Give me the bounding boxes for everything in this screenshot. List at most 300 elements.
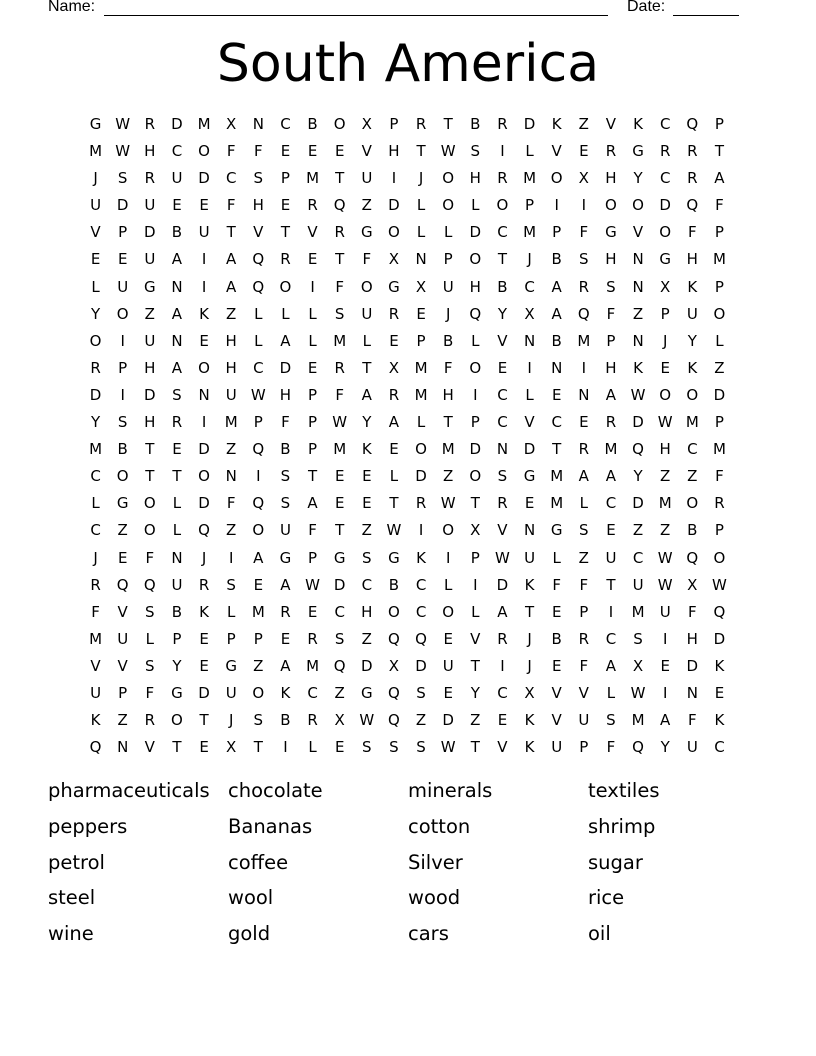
grid-cell[interactable]: E <box>443 683 453 702</box>
grid-cell[interactable]: W <box>657 548 673 567</box>
grid-cell[interactable]: U <box>225 385 237 404</box>
grid-cell[interactable]: U <box>578 711 590 730</box>
grid-cell[interactable]: Z <box>226 304 237 323</box>
grid-cell[interactable]: H <box>144 142 156 161</box>
grid-cell[interactable]: C <box>280 115 291 133</box>
grid-cell[interactable]: R <box>307 629 318 648</box>
grid-cell[interactable]: C <box>605 494 617 513</box>
grid-cell[interactable]: A <box>361 385 372 404</box>
grid-cell[interactable]: L <box>308 304 317 323</box>
grid-cell[interactable]: U <box>225 683 237 702</box>
grid-cell[interactable]: P <box>308 413 318 432</box>
grid-cell[interactable]: I <box>662 683 668 702</box>
grid-cell[interactable]: I <box>473 385 478 404</box>
grid-cell[interactable]: U <box>524 548 536 567</box>
grid-cell[interactable]: U <box>144 196 156 215</box>
grid-cell[interactable]: T <box>552 440 562 459</box>
grid-cell[interactable]: S <box>145 656 155 675</box>
grid-cell[interactable]: R <box>198 575 210 594</box>
grid-cell[interactable]: E <box>606 521 616 540</box>
grid-cell[interactable]: A <box>578 467 589 486</box>
grid-cell[interactable]: F <box>579 223 589 242</box>
grid-cell[interactable]: K <box>551 115 562 133</box>
grid-cell[interactable]: T <box>470 494 480 513</box>
grid-cell[interactable]: P <box>118 223 128 242</box>
grid-cell[interactable]: U <box>144 250 156 269</box>
grid-cell[interactable]: E <box>199 629 209 648</box>
grid-cell[interactable]: R <box>578 440 590 459</box>
grid-cell[interactable]: Z <box>226 521 237 540</box>
grid-cell[interactable]: M <box>631 711 645 730</box>
grid-cell[interactable]: D <box>523 440 536 459</box>
grid-cell[interactable]: S <box>606 277 616 296</box>
grid-cell[interactable]: Q <box>632 440 644 459</box>
grid-cell[interactable]: L <box>362 331 371 350</box>
grid-cell[interactable]: A <box>388 413 400 432</box>
grid-cell[interactable]: I <box>662 629 668 648</box>
grid-cell[interactable]: S <box>334 304 345 323</box>
grid-cell[interactable]: O <box>713 548 726 567</box>
grid-cell[interactable]: C <box>687 440 698 459</box>
grid-cell[interactable]: O <box>442 521 455 540</box>
grid-cell[interactable]: M <box>197 115 211 133</box>
grid-cell[interactable]: G <box>388 548 400 567</box>
grid-cell[interactable]: D <box>144 223 156 242</box>
grid-cell[interactable]: F <box>91 602 100 621</box>
grid-cell[interactable]: V <box>551 711 562 730</box>
grid-cell[interactable]: R <box>90 575 101 594</box>
grid-cell[interactable]: C <box>497 223 508 242</box>
grid-cell[interactable]: D <box>469 440 482 459</box>
grid-cell[interactable]: O <box>442 602 455 621</box>
grid-cell[interactable]: N <box>551 358 563 377</box>
grid-cell[interactable]: M <box>306 656 320 675</box>
grid-cell[interactable]: R <box>334 223 345 242</box>
grid-cell[interactable]: E <box>389 331 399 350</box>
grid-cell[interactable]: L <box>91 277 100 296</box>
grid-cell[interactable]: G <box>659 250 671 269</box>
grid-cell[interactable]: V <box>551 142 562 161</box>
grid-cell[interactable]: F <box>226 196 236 215</box>
grid-cell[interactable]: Q <box>116 575 129 594</box>
grid-cell[interactable]: Z <box>470 711 481 730</box>
grid-cell[interactable]: F <box>253 142 263 161</box>
grid-cell[interactable]: S <box>117 169 128 188</box>
grid-cell[interactable]: W <box>440 142 456 161</box>
grid-cell[interactable]: N <box>117 738 129 757</box>
grid-cell[interactable]: W <box>332 413 348 432</box>
grid-cell[interactable]: S <box>633 629 643 648</box>
grid-cell[interactable]: H <box>605 250 617 269</box>
grid-cell[interactable]: R <box>334 358 345 377</box>
grid-cell[interactable]: M <box>414 358 428 377</box>
grid-cell[interactable]: T <box>416 142 426 161</box>
grid-cell[interactable]: T <box>145 440 155 459</box>
grid-cell[interactable]: B <box>388 575 400 594</box>
grid-cell[interactable]: G <box>279 548 292 567</box>
grid-cell[interactable]: S <box>416 683 426 702</box>
grid-cell[interactable]: N <box>578 385 590 404</box>
grid-cell[interactable]: D <box>198 683 210 702</box>
grid-cell[interactable]: S <box>416 738 426 757</box>
grid-cell[interactable]: E <box>199 738 209 757</box>
grid-cell[interactable]: E <box>334 142 345 161</box>
grid-cell[interactable]: V <box>497 331 508 350</box>
grid-cell[interactable]: E <box>280 629 291 648</box>
grid-cell[interactable]: S <box>579 250 589 269</box>
grid-cell[interactable]: P <box>660 304 670 323</box>
grid-cell[interactable]: R <box>90 358 101 377</box>
grid-cell[interactable]: C <box>551 413 562 432</box>
grid-cell[interactable]: P <box>714 115 724 133</box>
grid-cell[interactable]: F <box>226 142 236 161</box>
grid-cell[interactable]: U <box>361 169 373 188</box>
grid-cell[interactable]: Z <box>443 467 454 486</box>
grid-cell[interactable]: F <box>443 358 453 377</box>
grid-cell[interactable]: P <box>308 548 318 567</box>
grid-cell[interactable]: E <box>172 440 182 459</box>
grid-cell[interactable]: Q <box>252 277 265 296</box>
grid-cell[interactable]: A <box>280 331 291 350</box>
grid-cell[interactable]: T <box>470 656 480 675</box>
grid-cell[interactable]: X <box>660 277 671 296</box>
grid-cell[interactable]: K <box>199 602 209 621</box>
grid-cell[interactable]: M <box>333 440 347 459</box>
grid-cell[interactable]: L <box>715 331 724 350</box>
grid-cell[interactable]: V <box>497 521 508 540</box>
grid-cell[interactable]: E <box>199 656 209 675</box>
grid-cell[interactable]: X <box>226 115 237 133</box>
grid-cell[interactable]: O <box>442 169 455 188</box>
grid-cell[interactable]: P <box>470 413 480 432</box>
grid-cell[interactable]: P <box>118 683 128 702</box>
grid-cell[interactable]: P <box>606 331 616 350</box>
grid-cell[interactable]: Y <box>362 413 372 432</box>
grid-cell[interactable]: M <box>523 169 537 188</box>
grid-cell[interactable]: C <box>90 467 101 486</box>
grid-cell[interactable]: D <box>442 711 454 730</box>
grid-cell[interactable]: O <box>252 521 265 540</box>
grid-cell[interactable]: F <box>606 304 616 323</box>
grid-cell[interactable]: S <box>280 494 291 513</box>
grid-cell[interactable]: Z <box>144 304 155 323</box>
grid-cell[interactable]: C <box>253 358 264 377</box>
grid-cell[interactable]: V <box>144 738 155 757</box>
grid-cell[interactable]: N <box>171 331 183 350</box>
grid-cell[interactable]: D <box>361 656 373 675</box>
grid-cell[interactable]: I <box>500 142 505 161</box>
grid-cell[interactable]: F <box>579 656 589 675</box>
grid-cell[interactable]: L <box>416 196 426 215</box>
grid-cell[interactable]: C <box>307 683 318 702</box>
grid-cell[interactable]: K <box>280 683 291 702</box>
grid-cell[interactable]: N <box>415 250 427 269</box>
grid-cell[interactable]: H <box>659 440 671 459</box>
grid-cell[interactable]: W <box>440 494 456 513</box>
grid-cell[interactable]: C <box>497 385 508 404</box>
grid-cell[interactable]: F <box>552 575 561 594</box>
grid-cell[interactable]: R <box>388 304 400 323</box>
grid-cell[interactable]: U <box>117 629 129 648</box>
grid-cell[interactable]: T <box>307 467 318 486</box>
grid-cell[interactable]: F <box>579 575 589 594</box>
grid-cell[interactable]: O <box>659 223 672 242</box>
grid-cell[interactable]: E <box>280 196 291 215</box>
grid-cell[interactable]: J <box>93 548 98 567</box>
grid-cell[interactable]: E <box>497 358 508 377</box>
grid-cell[interactable]: O <box>116 304 129 323</box>
grid-cell[interactable]: V <box>117 656 128 675</box>
grid-cell[interactable]: E <box>172 196 182 215</box>
grid-cell[interactable]: D <box>686 656 699 675</box>
grid-cell[interactable]: O <box>388 602 400 621</box>
grid-cell[interactable]: N <box>686 683 698 702</box>
grid-cell[interactable]: D <box>469 223 482 242</box>
grid-cell[interactable]: J <box>201 548 207 567</box>
grid-cell[interactable]: K <box>687 277 698 296</box>
grid-cell[interactable]: O <box>143 494 156 513</box>
grid-cell[interactable]: P <box>470 548 480 567</box>
grid-cell[interactable]: V <box>524 413 535 432</box>
grid-cell[interactable]: B <box>443 331 454 350</box>
grid-cell[interactable]: Y <box>90 304 101 323</box>
grid-cell[interactable]: I <box>500 656 505 675</box>
grid-cell[interactable]: P <box>714 413 724 432</box>
grid-cell[interactable]: Y <box>633 169 643 188</box>
grid-cell[interactable]: G <box>605 223 617 242</box>
grid-cell[interactable]: T <box>497 250 508 269</box>
grid-cell[interactable]: E <box>579 413 589 432</box>
grid-cell[interactable]: B <box>551 250 562 269</box>
grid-cell[interactable]: P <box>389 115 399 133</box>
grid-cell[interactable]: H <box>605 169 617 188</box>
grid-cell[interactable]: E <box>307 602 318 621</box>
grid-cell[interactable]: T <box>335 169 345 188</box>
grid-cell[interactable]: O <box>116 467 129 486</box>
grid-cell[interactable]: H <box>469 169 481 188</box>
grid-cell[interactable]: B <box>307 115 318 133</box>
grid-cell[interactable]: R <box>687 142 698 161</box>
grid-cell[interactable]: X <box>415 277 427 296</box>
grid-cell[interactable]: E <box>90 250 101 269</box>
grid-cell[interactable]: I <box>201 413 207 432</box>
grid-cell[interactable]: V <box>632 223 644 242</box>
grid-cell[interactable]: Z <box>578 548 589 567</box>
grid-cell[interactable]: O <box>686 494 699 513</box>
grid-cell[interactable]: R <box>144 169 156 188</box>
grid-cell[interactable]: T <box>714 142 725 161</box>
grid-cell[interactable]: O <box>252 683 265 702</box>
grid-cell[interactable]: L <box>444 575 453 594</box>
grid-cell[interactable]: S <box>362 738 372 757</box>
grid-cell[interactable]: O <box>279 277 292 296</box>
grid-cell[interactable]: U <box>171 169 183 188</box>
grid-cell[interactable]: Z <box>361 521 372 540</box>
grid-cell[interactable]: Q <box>686 115 699 133</box>
grid-cell[interactable]: P <box>714 521 724 540</box>
grid-cell[interactable]: I <box>473 575 478 594</box>
grid-cell[interactable]: Y <box>660 738 670 757</box>
grid-cell[interactable]: O <box>496 196 509 215</box>
grid-cell[interactable]: E <box>362 494 372 513</box>
grid-cell[interactable]: A <box>171 358 183 377</box>
grid-cell[interactable]: T <box>172 467 182 486</box>
grid-cell[interactable]: Q <box>252 440 265 459</box>
grid-cell[interactable]: P <box>525 196 535 215</box>
grid-cell[interactable]: W <box>440 738 456 757</box>
grid-cell[interactable]: L <box>471 196 480 215</box>
grid-cell[interactable]: I <box>527 358 532 377</box>
grid-cell[interactable]: G <box>632 142 644 161</box>
grid-cell[interactable]: O <box>550 169 563 188</box>
grid-cell[interactable]: A <box>714 169 725 188</box>
grid-cell[interactable]: S <box>334 629 345 648</box>
grid-cell[interactable]: H <box>252 196 264 215</box>
grid-cell[interactable]: P <box>714 277 724 296</box>
grid-cell[interactable]: R <box>578 277 590 296</box>
grid-cell[interactable]: A <box>226 250 237 269</box>
grid-cell[interactable]: W <box>657 413 673 432</box>
grid-cell[interactable]: C <box>90 521 101 540</box>
grid-cell[interactable]: R <box>415 494 427 513</box>
grid-cell[interactable]: F <box>281 413 290 432</box>
grid-cell[interactable]: U <box>686 738 698 757</box>
grid-cell[interactable]: T <box>253 738 263 757</box>
grid-cell[interactable]: K <box>524 575 535 594</box>
grid-cell[interactable]: M <box>577 331 591 350</box>
grid-cell[interactable]: N <box>252 115 264 133</box>
grid-cell[interactable]: U <box>90 196 102 215</box>
grid-cell[interactable]: E <box>117 548 128 567</box>
grid-cell[interactable]: R <box>144 115 156 133</box>
grid-cell[interactable]: I <box>445 548 451 567</box>
grid-cell[interactable]: S <box>117 413 128 432</box>
grid-cell[interactable]: K <box>714 656 725 675</box>
grid-cell[interactable]: I <box>201 250 207 269</box>
grid-cell[interactable]: R <box>171 413 183 432</box>
grid-cell[interactable]: M <box>550 494 564 513</box>
grid-cell[interactable]: L <box>416 223 426 242</box>
grid-cell[interactable]: F <box>606 738 616 757</box>
grid-cell[interactable]: D <box>171 115 183 133</box>
grid-cell[interactable]: W <box>359 711 375 730</box>
grid-cell[interactable]: I <box>283 738 288 757</box>
grid-cell[interactable]: E <box>253 575 264 594</box>
grid-cell[interactable]: O <box>632 196 644 215</box>
grid-cell[interactable]: L <box>145 629 154 648</box>
grid-cell[interactable]: L <box>471 602 480 621</box>
grid-cell[interactable]: F <box>715 467 724 486</box>
grid-cell[interactable]: M <box>685 413 699 432</box>
grid-cell[interactable]: G <box>361 223 373 242</box>
grid-cell[interactable]: W <box>630 385 646 404</box>
grid-cell[interactable]: N <box>496 440 509 459</box>
grid-cell[interactable]: H <box>279 385 292 404</box>
grid-cell[interactable]: W <box>657 575 673 594</box>
grid-cell[interactable]: O <box>198 358 210 377</box>
grid-cell[interactable]: Z <box>660 467 671 486</box>
grid-cell[interactable]: Z <box>226 440 237 459</box>
grid-cell[interactable]: O <box>469 358 482 377</box>
grid-cell[interactable]: D <box>659 196 671 215</box>
grid-cell[interactable]: L <box>416 413 426 432</box>
grid-cell[interactable]: N <box>171 277 183 296</box>
grid-cell[interactable]: L <box>227 602 236 621</box>
grid-cell[interactable]: R <box>497 629 508 648</box>
grid-cell[interactable]: R <box>659 142 671 161</box>
grid-cell[interactable]: U <box>117 277 129 296</box>
grid-cell[interactable]: A <box>497 602 508 621</box>
grid-cell[interactable]: L <box>525 385 534 404</box>
grid-cell[interactable]: X <box>334 711 345 730</box>
grid-cell[interactable]: X <box>361 115 372 133</box>
grid-cell[interactable]: H <box>605 358 617 377</box>
grid-cell[interactable]: F <box>362 250 372 269</box>
grid-cell[interactable]: F <box>145 548 155 567</box>
grid-cell[interactable]: X <box>687 575 698 594</box>
grid-cell[interactable]: G <box>89 115 102 133</box>
grid-cell[interactable]: I <box>418 521 424 540</box>
grid-cell[interactable]: N <box>632 250 644 269</box>
grid-cell[interactable]: O <box>360 277 373 296</box>
grid-cell[interactable]: G <box>333 548 346 567</box>
grid-cell[interactable]: A <box>280 575 291 594</box>
grid-cell[interactable]: Y <box>687 331 697 350</box>
grid-cell[interactable]: R <box>687 169 698 188</box>
grid-cell[interactable]: I <box>391 169 397 188</box>
grid-cell[interactable]: Z <box>578 115 589 133</box>
grid-cell[interactable]: G <box>144 277 156 296</box>
grid-cell[interactable]: E <box>307 142 318 161</box>
grid-cell[interactable]: X <box>524 304 535 323</box>
grid-cell[interactable]: Y <box>470 683 480 702</box>
grid-cell[interactable]: L <box>471 331 480 350</box>
grid-cell[interactable]: Z <box>117 711 128 730</box>
grid-cell[interactable]: M <box>89 440 103 459</box>
grid-cell[interactable]: K <box>633 115 643 133</box>
grid-cell[interactable]: P <box>443 250 453 269</box>
grid-cell[interactable]: U <box>632 575 644 594</box>
grid-cell[interactable]: R <box>388 385 400 404</box>
grid-cell[interactable]: G <box>550 521 563 540</box>
grid-cell[interactable]: A <box>551 277 562 296</box>
grid-cell[interactable]: Z <box>632 304 644 323</box>
grid-cell[interactable]: T <box>199 711 209 730</box>
grid-cell[interactable]: B <box>687 521 698 540</box>
grid-cell[interactable]: D <box>279 358 292 377</box>
grid-cell[interactable]: U <box>144 331 156 350</box>
grid-cell[interactable]: C <box>225 169 237 188</box>
grid-cell[interactable]: C <box>497 683 508 702</box>
grid-cell[interactable]: H <box>225 358 237 377</box>
grid-cell[interactable]: E <box>307 250 318 269</box>
grid-cell[interactable]: D <box>496 575 509 594</box>
grid-cell[interactable]: E <box>660 358 670 377</box>
grid-cell[interactable]: M <box>89 142 103 161</box>
grid-cell[interactable]: T <box>443 115 453 133</box>
grid-cell[interactable]: E <box>389 440 399 459</box>
grid-cell[interactable]: D <box>415 467 427 486</box>
grid-cell[interactable]: M <box>523 223 537 242</box>
grid-cell[interactable]: Z <box>253 656 264 675</box>
grid-cell[interactable]: S <box>470 142 481 161</box>
grid-cell[interactable]: K <box>90 711 101 730</box>
grid-cell[interactable]: S <box>253 169 264 188</box>
grid-cell[interactable]: V <box>90 656 101 675</box>
grid-cell[interactable]: J <box>527 250 532 269</box>
grid-cell[interactable]: L <box>91 494 100 513</box>
grid-cell[interactable]: M <box>306 169 320 188</box>
